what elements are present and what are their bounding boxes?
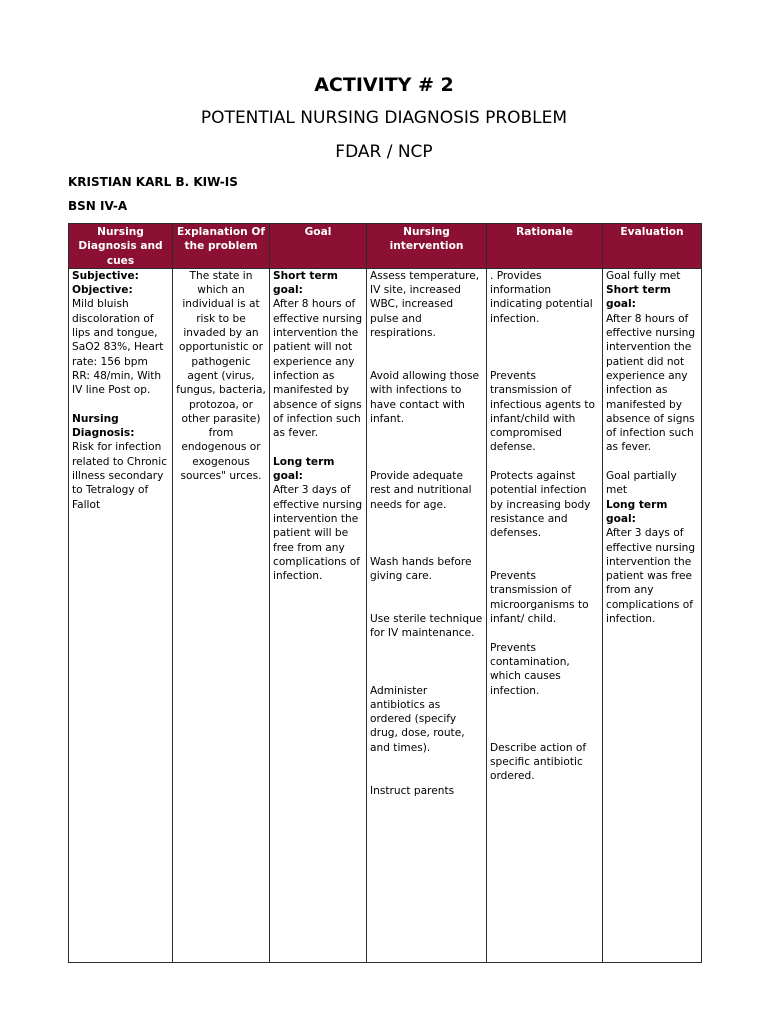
explanation-text: The state in which an individual is at risk to be invaded by an opportunistic or pathogenic agent (virus, fungus, bacteria, protozoa, or other parasite) from endogenous or exogenous sources" urces. (176, 269, 266, 483)
cell-diagnosis (69, 268, 173, 962)
cell-explanation (173, 268, 270, 962)
cell-evaluation (603, 268, 702, 962)
course-section: BSN IV-A (68, 199, 128, 213)
header-nursing-diagnosis: Nursing Diagnosis and cues (69, 224, 173, 269)
nursing-diagnosis-label: Nursing Diagnosis: (72, 412, 135, 440)
intervention-item: Assess temperature, IV site, increased WBC, increased pulse and respirations. (370, 269, 480, 340)
rationale-item: Prevents transmission of infectious agents to infant/child with compromised defense. (490, 369, 596, 454)
evaluation-status-long: Goal partially met (606, 470, 677, 497)
student-name: KRISTIAN KARL B. KIW-IS (68, 175, 238, 189)
evaluation-status-short: Goal fully met (606, 269, 681, 282)
evaluation-short-term-label: Short term goal: (606, 284, 671, 311)
intervention-item: Instruct parents (370, 784, 455, 797)
intervention-item: Wash hands before giving care. (370, 555, 472, 583)
header-rationale: Rationale (487, 224, 603, 269)
objective-label: Objective: (72, 284, 133, 297)
document-subtitle: POTENTIAL NURSING DIAGNOSIS PROBLEM (200, 108, 568, 128)
table-header-row (69, 224, 702, 269)
activity-title: ACTIVITY # 2 (314, 74, 454, 96)
header-nursing-intervention: Nursing intervention (367, 224, 487, 269)
nursing-diagnosis-text: Risk for infection related to Chronic illness secondary to Tetralogy of Fallot (72, 441, 168, 511)
intervention-item: Administer antibiotics as ordered (specify drug, dose, route, and times). (370, 684, 465, 754)
ncp-table (68, 223, 702, 963)
long-term-goal-text: After 3 days of effective nursing intervention the patient will be free from any complications of infection. (273, 484, 363, 583)
intervention-item: Avoid allowing those with infections to have contact with infant. (370, 369, 480, 425)
cell-interventions (367, 268, 487, 962)
rationale-item: Describe action of specific antibiotic ordered. (490, 741, 587, 783)
header-explanation: Explanation Of the problem (173, 224, 270, 269)
short-term-goal-text: After 8 hours of effective nursing intervention the patient will not experience any infection as manifested by absence of signs of infection such as fever. (273, 298, 363, 440)
evaluation-long-term-text: After 3 days of effective nursing intervention the patient was free from any complications of infection. (606, 527, 696, 626)
cell-goal (270, 268, 367, 962)
header-evaluation: Evaluation (603, 224, 702, 269)
long-term-goal-label: Long term goal: (273, 455, 335, 483)
header-goal: Goal (270, 224, 367, 269)
rationale-item: . Provides information indicating potential infection. (490, 269, 593, 325)
evaluation-long-term-label: Long term goal: (606, 498, 668, 525)
cell-rationales (487, 268, 603, 962)
rationale-item: Prevents transmission of microorganisms to infant/ child. (490, 570, 589, 626)
table-row (69, 268, 702, 962)
intervention-item: Provide adequate rest and nutritional needs for age. (370, 470, 472, 511)
short-term-goal-label: Short term goal: (273, 269, 338, 297)
document-subtitle-2: FDAR / NCP (335, 142, 433, 162)
subjective-label: Subjective: (72, 269, 139, 282)
evaluation-short-term-text: After 8 hours of effective nursing intervention the patient did not experience any infection as manifested by absence of signs of infection such as fever. (606, 312, 696, 454)
rationale-item: Protects against potential infection by increasing body resistance and defenses. (490, 470, 591, 540)
intervention-item: Use sterile technique for IV maintenance. (370, 613, 483, 640)
objective-text: Mild bluish discoloration of lips and tongue, SaO2 83%, Heart rate: 156 bpm RR: 48/min, With IV line Post op. (72, 298, 164, 397)
rationale-item: Prevents contamination, which causes infection. (490, 641, 570, 697)
